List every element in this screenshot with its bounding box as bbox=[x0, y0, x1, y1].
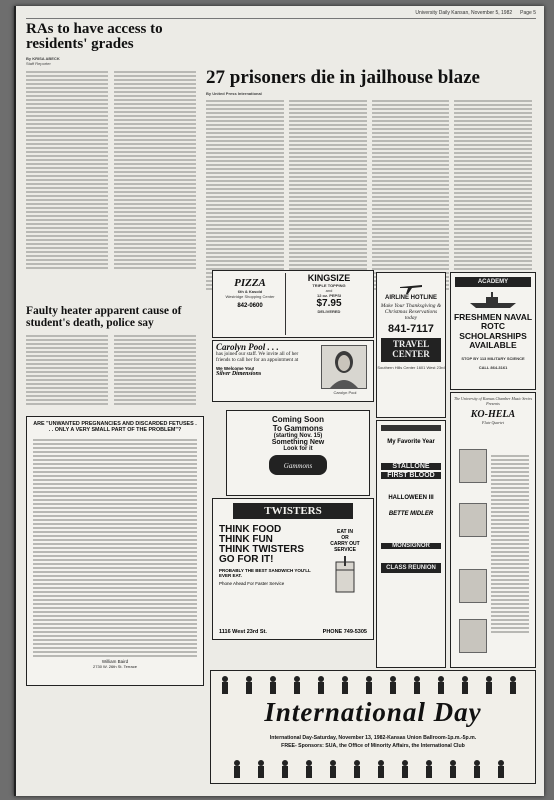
letter-signature: William Baird bbox=[101, 659, 129, 664]
kohela-school: The University of Kansas Chamber Music Series Presents bbox=[454, 396, 532, 406]
academy-title: FRESHMEN NAVAL ROTC SCHOLARSHIPS AVAILABLE bbox=[453, 312, 533, 351]
theatre-title-7: CLASS REUNION bbox=[381, 563, 441, 573]
theatre-title-2: STALLONE bbox=[381, 463, 441, 470]
international-day-ad bbox=[210, 670, 536, 784]
left-byline: By KRISA ABECK bbox=[26, 56, 60, 61]
main-article bbox=[206, 68, 532, 292]
theatre-title-3: FIRST BLOOD bbox=[381, 472, 441, 479]
carolyn-pool-ad bbox=[212, 340, 374, 402]
performer-photo-2 bbox=[459, 503, 487, 537]
main-byline: By United Press International bbox=[206, 91, 262, 96]
performer-photo-1 bbox=[459, 449, 487, 483]
portrait-icon bbox=[322, 346, 366, 388]
main-body-text bbox=[206, 98, 532, 292]
kingsize-line1: TRIPLE TOPPING bbox=[312, 283, 346, 288]
kohela-group: Flute Quartet bbox=[482, 420, 504, 425]
academy-nrotc-ad bbox=[450, 272, 536, 390]
airplane-icon bbox=[398, 277, 424, 295]
academy-name: ACADEMY bbox=[455, 277, 531, 287]
travel-airline-hotline: AIRLINE HOTLINE bbox=[385, 295, 437, 301]
twisters-service: SERVICE bbox=[334, 547, 356, 553]
pizza-phone: 842-0600 bbox=[237, 303, 263, 309]
travel-center-ad bbox=[376, 272, 446, 418]
kingsize-line2: and bbox=[325, 288, 333, 293]
kohela-text bbox=[491, 453, 529, 635]
twisters-line2: THINK FUN bbox=[219, 534, 273, 545]
twisters-address: 1116 West 23rd St. bbox=[219, 629, 267, 635]
header-page: Page 5 bbox=[520, 10, 536, 16]
carolyn-text-panel bbox=[216, 343, 312, 377]
gammons-line1: Coming Soon bbox=[272, 415, 324, 424]
twisters-line1: THINK FOOD bbox=[219, 524, 282, 535]
kohela-concert-ad bbox=[450, 392, 536, 668]
carolyn-text: has joined our staff. We invite all of her friends to call her for an appointment at bbox=[216, 351, 299, 363]
kingsize-tag: DELIVERED bbox=[317, 309, 341, 314]
kingsize-price: $7.95 bbox=[316, 298, 342, 309]
kohela-name: KO-HELA bbox=[470, 409, 516, 420]
header-paper: University Daily Kansan, November 5, 1982 bbox=[415, 10, 513, 16]
sandwich-cup-icon bbox=[330, 556, 360, 596]
main-headline: 27 prisoners die in jailhouse blaze bbox=[206, 67, 480, 88]
gammons-line2: To Gammons bbox=[272, 424, 324, 433]
pizza-shop-panel bbox=[215, 273, 286, 335]
twisters-phone: PHONE 749-5305 bbox=[322, 629, 367, 635]
carolyn-photo bbox=[321, 345, 367, 389]
academy-call: CALL 864-3161 bbox=[478, 365, 508, 371]
left-body-text bbox=[26, 69, 196, 271]
travel-location: Southern Hills Center 1601 West 23rd bbox=[377, 364, 445, 370]
carolyn-welcome: We Welcome You! bbox=[216, 365, 255, 371]
twisters-carry: CARRY OUT bbox=[330, 541, 360, 547]
svg-text:Gammons: Gammons bbox=[283, 462, 313, 470]
gammons-line5: Look for it bbox=[283, 446, 313, 452]
kingsize-panel bbox=[288, 273, 370, 314]
page-header bbox=[26, 10, 536, 19]
left-byline-role: Staff Reporter bbox=[26, 61, 51, 66]
theatre-title-5: BETTE MIDLER bbox=[388, 511, 434, 517]
twisters-line4: GO FOR IT! bbox=[219, 554, 274, 565]
intl-day-title: International Day bbox=[264, 697, 482, 727]
letter-box-body bbox=[27, 439, 203, 657]
twisters-phone-orders: Phone Ahead For Faster Service bbox=[219, 581, 285, 586]
travel-name: TRAVEL CENTER bbox=[381, 338, 441, 362]
carolyn-title: Carolyn Pool . . . bbox=[216, 342, 279, 352]
twisters-eatin-panel bbox=[323, 529, 367, 601]
travel-phone: 841-7117 bbox=[388, 323, 434, 335]
gammons-line3: (starting Nov. 15) bbox=[273, 433, 323, 439]
twisters-eat: EAT IN bbox=[336, 529, 354, 535]
carolyn-caption: Carolyn Pool bbox=[333, 390, 357, 395]
performer-photo-4 bbox=[459, 619, 487, 653]
theatre-title-4: HALLOWEEN III bbox=[388, 495, 434, 501]
twisters-name: TWISTERS bbox=[233, 503, 353, 519]
pizza-name: PIZZA bbox=[234, 277, 266, 289]
left-column bbox=[26, 22, 196, 271]
twisters-line5: PROBABLY THE BEST SANDWICH YOU'LL EVER EAT. bbox=[219, 568, 311, 578]
kingsize-line3: 12 oz. PEPSI bbox=[316, 293, 341, 298]
gammons-logo-icon bbox=[268, 454, 328, 476]
kingsize-title: KINGSIZE bbox=[307, 273, 351, 283]
newspaper-page bbox=[14, 6, 544, 796]
theatre-banner bbox=[381, 425, 441, 431]
carolyn-brand: Silver Dimensions bbox=[216, 370, 262, 377]
academy-sub: STOP BY 113 MILITARY SCIENCE bbox=[461, 356, 525, 362]
twisters-line3: THINK TWISTERS bbox=[219, 544, 304, 555]
travel-make: Make Your Thanksgiving & Christmas Reservations today bbox=[380, 303, 442, 321]
letter-box bbox=[26, 416, 204, 686]
people-silhouettes-top-icon bbox=[211, 673, 535, 699]
left-headline-2: Faulty heater apparent cause of student's death, police say bbox=[26, 305, 182, 329]
pizza-ad bbox=[212, 270, 374, 338]
left-body-text-2 bbox=[26, 333, 196, 407]
pizza-sub: 6th & Kasold bbox=[237, 289, 263, 294]
intl-day-sponsors: FREE- Sponsors: SUA, the Office of Minority Affairs, the International Club bbox=[281, 743, 465, 749]
ship-icon bbox=[468, 291, 518, 309]
gammons-line4: Something New bbox=[271, 439, 325, 446]
intl-day-sub: International Day-Saturday, November 13, 1982-Kansas Union Ballroom-1p.m.-5p.m. bbox=[269, 735, 477, 741]
gammons-ad bbox=[226, 410, 370, 496]
performer-photo-3 bbox=[459, 569, 487, 603]
binding-edge bbox=[14, 6, 16, 796]
people-silhouettes-bottom-icon bbox=[211, 757, 535, 781]
theatre-title-1: My Favorite Year bbox=[387, 439, 435, 445]
letter-address: 2730 W. 26th St. Terrace bbox=[93, 664, 137, 669]
theatre-title-6: MONSIGNOR bbox=[381, 543, 441, 549]
left-article-2 bbox=[26, 306, 196, 407]
twisters-ad bbox=[212, 498, 374, 640]
left-headline: RAs to have access to residents' grades bbox=[26, 21, 163, 52]
theatre-listings-ad bbox=[376, 420, 446, 668]
pizza-location: Westridge Shopping Center bbox=[225, 294, 275, 299]
twisters-or: OR bbox=[341, 535, 349, 541]
letter-box-title: ARE "UNWANTED PREGNANCIES AND DISCARDED FETUSES . . . ONLY A VERY SMALL PART OF THE PROBLEM"? bbox=[33, 421, 197, 433]
